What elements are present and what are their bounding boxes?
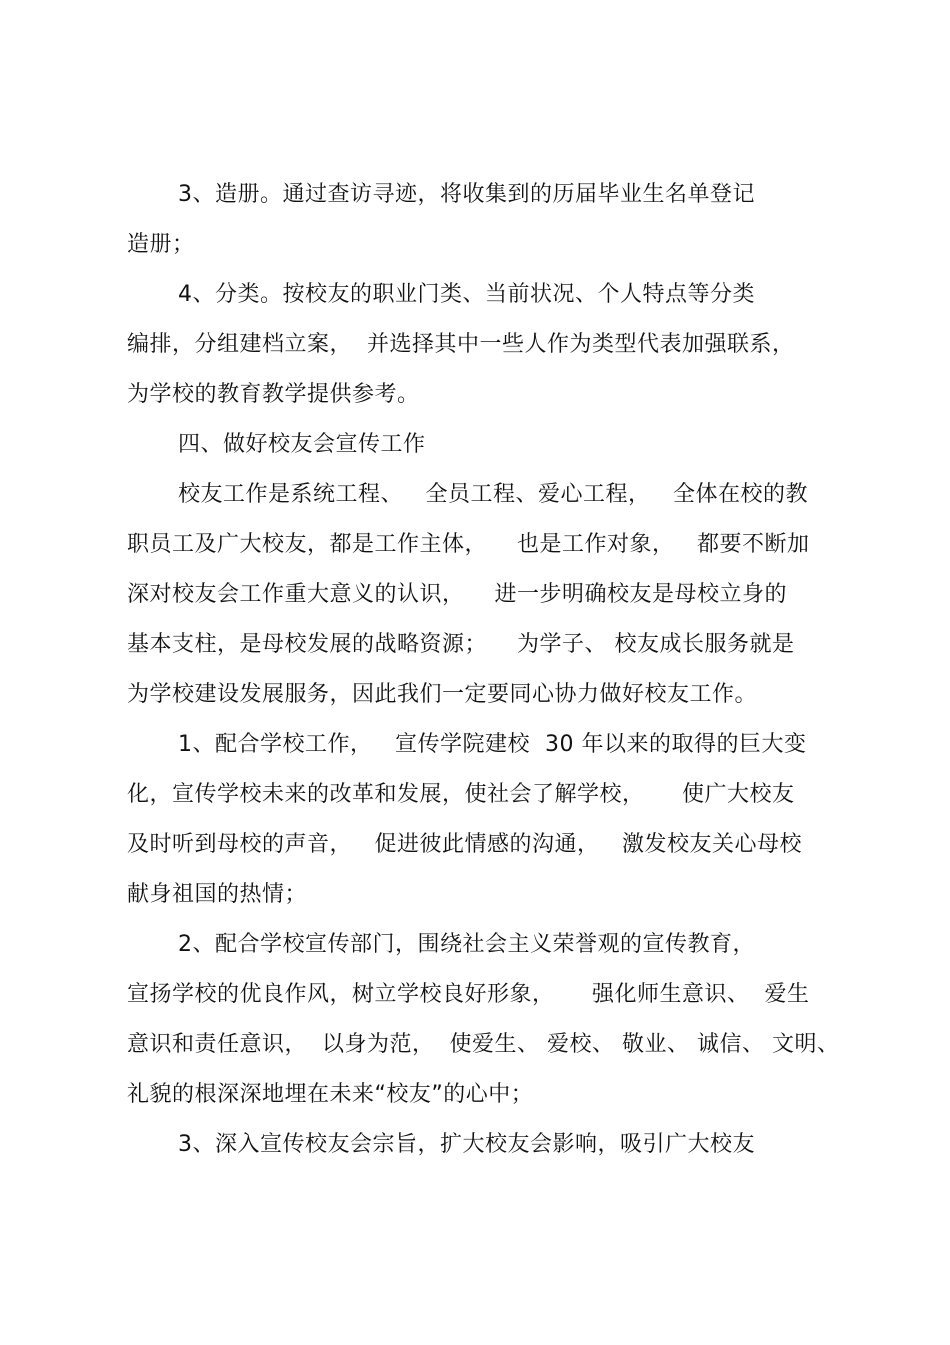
text-line: 宣扬学校的优良作风，树立学校良好形象， 强化师生意识、 爱生	[127, 982, 810, 1007]
text-line: 礼貌的根深深地埋在未来“校友”的心中；	[127, 1082, 534, 1107]
text-line: 造册；	[127, 232, 195, 257]
text-line: 3、造册。通过查访寻迹，将收集到的历届毕业生名单登记	[178, 182, 755, 207]
text-line: 为学校建设发展服务，因此我们一定要同心协力做好校友工作。	[127, 682, 758, 707]
text-line: 1、配合学校工作， 宣传学院建校 30 年以来的取得的巨大变	[178, 732, 807, 757]
text-line: 及时听到母校的声音， 促进彼此情感的沟通， 激发校友关心母校	[127, 832, 802, 857]
text-line: 深对校友会工作重大意义的认识， 进一步明确校友是母校立身的	[127, 582, 787, 607]
text-line: 基本支柱，是母校发展的战略资源； 为学子、 校友成长服务就是	[127, 632, 795, 657]
text-line: 献身祖国的热情；	[127, 882, 308, 907]
text-line: 3、深入宣传校友会宗旨，扩大校友会影响，吸引广大校友	[178, 1132, 755, 1157]
text-line: 为学校的教育教学提供参考。	[127, 382, 420, 407]
section-heading: 四、做好校友会宣传工作	[178, 432, 426, 457]
text-line: 2、配合学校宣传部门，围绕社会主义荣誉观的宣传教育，	[178, 932, 755, 957]
text-line: 校友工作是系统工程、 全员工程、爱心工程， 全体在校的教	[178, 482, 808, 507]
text-line: 意识和责任意识， 以身为范， 使爱生、 爱校、 敬业、 诚信、 文明、	[127, 1032, 840, 1057]
text-line: 化，宣传学校未来的改革和发展，使社会了解学校， 使广大校友	[127, 782, 795, 807]
text-line: 编排，分组建档立案， 并选择其中一些人作为类型代表加强联系，	[127, 332, 795, 357]
text-line: 4、分类。按校友的职业门类、当前状况、个人特点等分类	[178, 282, 755, 307]
text-line: 职员工及广大校友，都是工作主体， 也是工作对象， 都要不断加	[127, 532, 810, 557]
